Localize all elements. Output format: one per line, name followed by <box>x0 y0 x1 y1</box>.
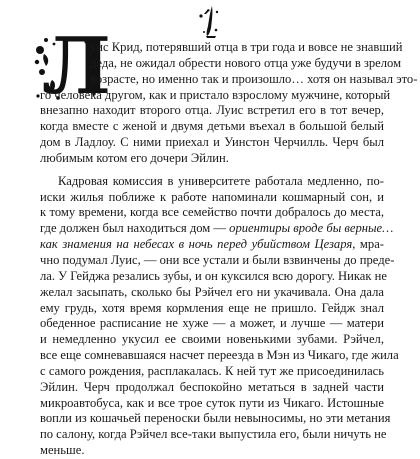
text-line: ему грудь, хотя время кормления еще не пришло. Гейдж знал <box>40 300 384 315</box>
text-line: возрасте, но именно так и произошло… хотя он называл это- <box>90 71 418 86</box>
text-line: чно подумал Луис, — они все устали и были взвинчены до преде- <box>40 252 395 267</box>
chapter-number-splatter-icon <box>186 2 234 42</box>
text-line: уис Крид, потерявший отца в три года и вовсе не знавший <box>90 40 403 54</box>
text-line: микроавтобуса, как и все трое суток пути из Чикаго. Истошные <box>40 395 384 410</box>
chapter-number <box>186 2 234 42</box>
text-line: и немедленно укусил ее своими новенькими зубами. Рэйчел, <box>40 332 384 347</box>
text-line: дом в Ладлоу. С ними приехал и Уинстон Черчилль. Черч был <box>40 135 384 150</box>
text-line: ла. У Гейджа резались зубы, и он куксился всю дорогу. Никак не <box>40 268 387 283</box>
text-line: с самого рождения, расплакалась. К ней тут же присоединилась <box>40 363 384 378</box>
text-line: внезапно находит второго отца. Луис встретил его в тот вечер, <box>40 103 384 118</box>
text-line-mixed <box>40 237 384 253</box>
body-text <box>40 40 418 459</box>
text-line: меньше. <box>40 443 85 458</box>
paragraph-1 <box>40 40 418 167</box>
text-line: все еще сомневавшаяся насчет переезда в Мэн из Чикаго, где жила <box>40 348 399 363</box>
text-line: вопли из кошачьей переноски были невыносимы, но эти метания <box>40 411 391 426</box>
text-segment: где должен был находиться дом — <box>40 221 230 236</box>
text-line: Кадровая комиссия в университете работала медленно, по- <box>58 173 384 188</box>
paragraph-2 <box>40 173 399 459</box>
text-line: иски жилья поближе к работе напоминали кошмарный сон, и <box>40 189 384 204</box>
text-line: любимым котом его дочери Эйлин. <box>40 150 229 165</box>
text-segment: , мра- <box>352 237 384 252</box>
italic-phrase: ориентиры вроде бы верные… <box>229 221 394 236</box>
text-line: к тому времени, когда все семейство почти добралось до места, <box>40 205 384 220</box>
text-line: желал засыпать, сколько бы Рэйчел его ни укачивала. Она дала <box>40 284 384 299</box>
text-line: го человека другом, как и пристало взрослому мужчине, который <box>40 87 391 102</box>
drop-cap-letter: Л <box>42 21 111 112</box>
text-line: деда, не ожидал обрести нового отца уже будучи в зрелом <box>90 55 402 70</box>
text-line: когда вместе с женой и двумя детьми въехал в большой белый <box>40 119 384 134</box>
text-line: по салону, когда Рэйчел все-таки выпустила его, были ничуть не <box>40 427 387 442</box>
text-line-mixed <box>40 221 394 237</box>
text-line: Эйлин. Черч продолжал беспокойно метаться в задней части <box>40 379 384 394</box>
italic-phrase: как знамения на небесах в ночь перед убийством Цезаря <box>40 237 353 252</box>
text-line: обеденное расписание не хуже — а может, и лучше — матери <box>40 316 384 331</box>
